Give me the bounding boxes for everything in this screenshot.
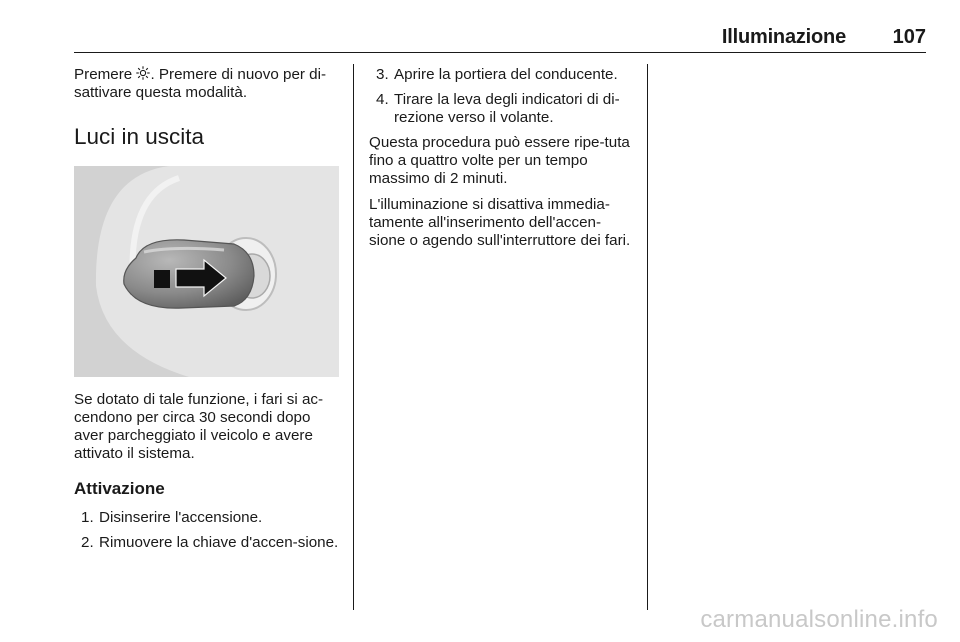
page-header	[74, 26, 926, 53]
arrow-tail-block	[154, 270, 170, 288]
body-paragraph: L'illuminazione si disattiva immedia-tamente all'inserimento dell'accen-sione o agendo sull'interruttore dei fari.	[369, 196, 631, 249]
column-middle	[369, 66, 635, 258]
body-paragraph: Questa procedura può essere ripe-tuta fino a quattro volte per un tempo massimo di 2 minuti.	[369, 134, 630, 187]
indicator-lever-figure	[74, 166, 339, 377]
step-text: Disinserire l'accensione.	[99, 509, 263, 526]
section-title: Illuminazione	[721, 26, 846, 48]
intro-text-end: . Premere di nuovo per di-sattivare questa modalità.	[74, 66, 327, 101]
intro-text-start: Premere	[74, 66, 137, 83]
list-item	[369, 91, 635, 127]
list-item	[74, 534, 342, 552]
body-paragraph: Se dotato di tale funzione, i fari si ac-cendono per circa 30 secondi dopo aver parcheggiato il veicolo e avere attivato il sistema.	[74, 391, 324, 462]
column-left	[74, 66, 342, 559]
light-sun-icon	[136, 66, 150, 80]
section-heading: Luci in uscita	[74, 124, 205, 149]
step-number: 4.	[376, 91, 389, 108]
watermark: carmanualsonline.info	[700, 606, 938, 633]
step-text: Rimuovere la chiave d'accen-sione.	[99, 534, 339, 551]
steps-list-1	[74, 509, 342, 552]
list-item	[74, 509, 342, 527]
step-number: 1.	[81, 509, 94, 526]
page-number: 107	[892, 26, 926, 48]
intro-paragraph	[74, 66, 342, 102]
column-divider-1	[353, 64, 354, 610]
step-text: Aprire la portiera del conducente.	[394, 66, 618, 83]
step-text: Tirare la leva degli indicatori di di-rezione verso il volante.	[394, 91, 620, 126]
list-item	[369, 66, 635, 84]
column-divider-2	[647, 64, 648, 610]
steps-list-2	[369, 66, 635, 127]
step-number: 2.	[81, 534, 94, 551]
subheading: Attivazione	[74, 479, 165, 498]
step-number: 3.	[376, 66, 389, 83]
